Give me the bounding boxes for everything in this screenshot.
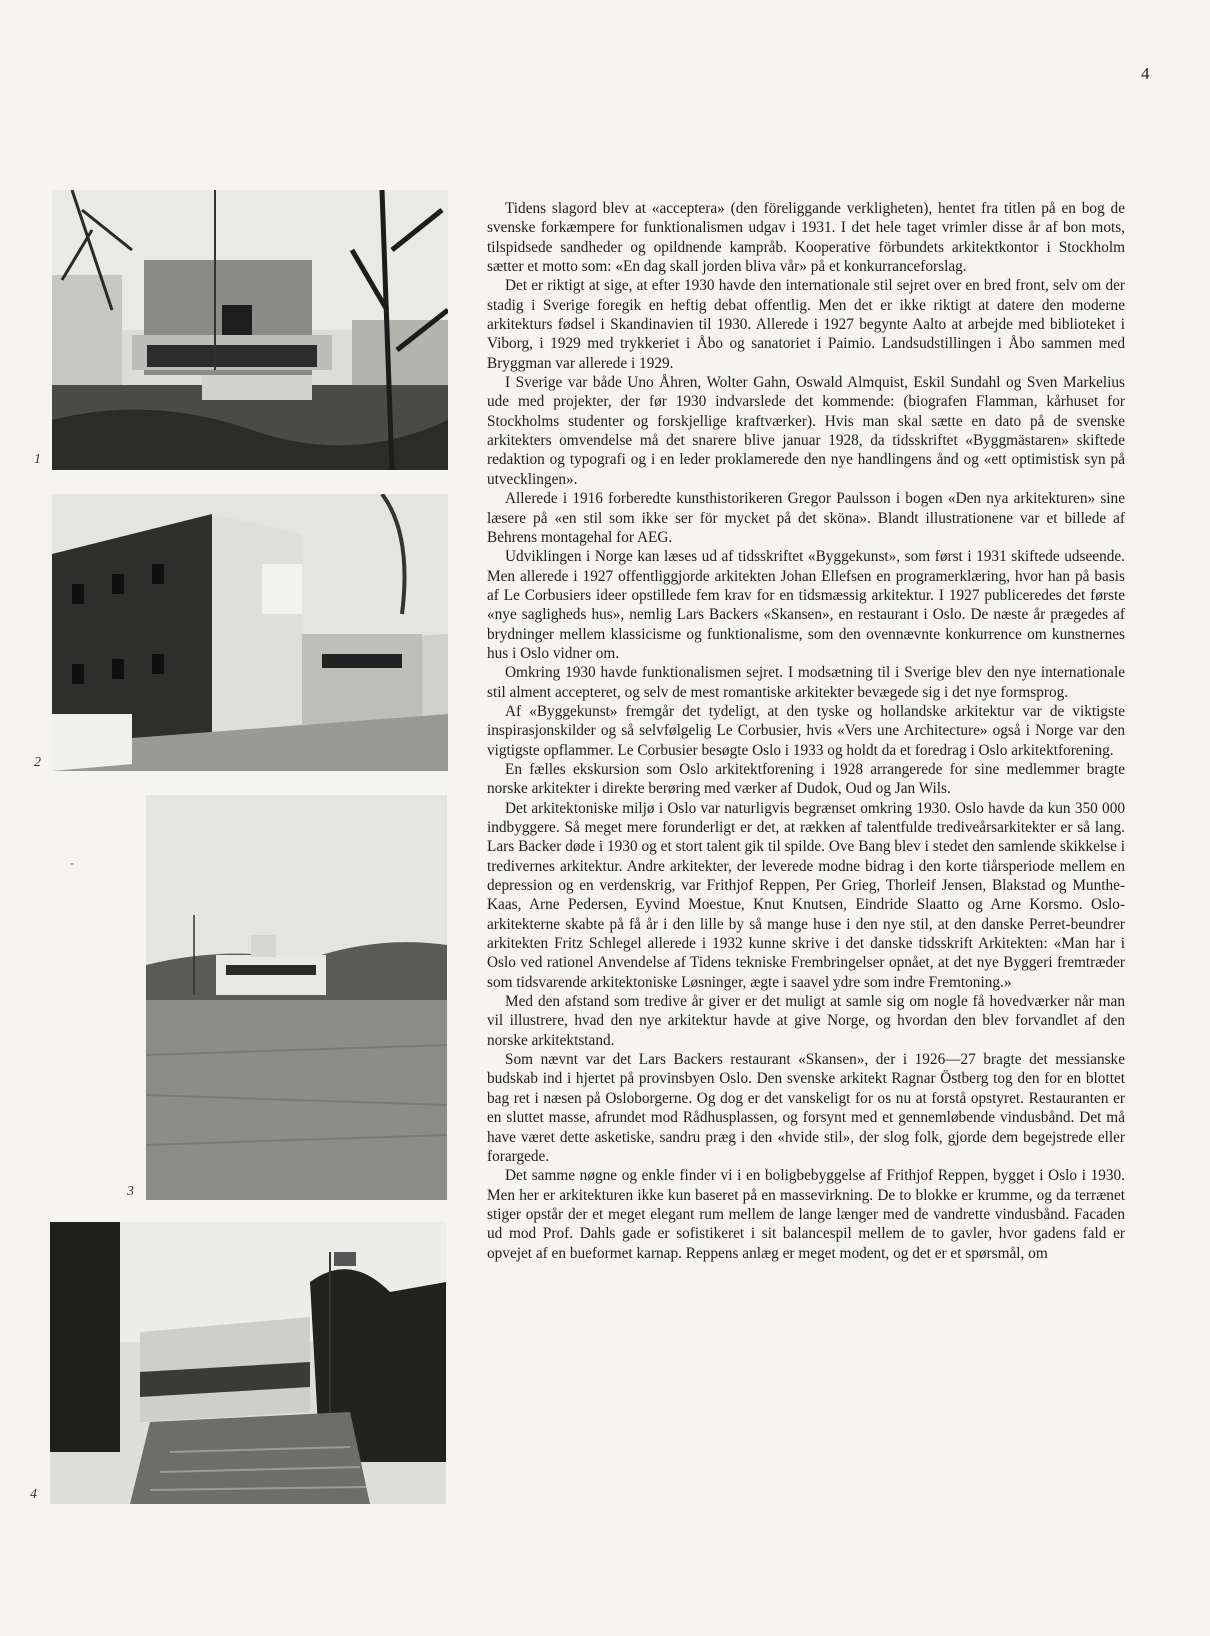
figure-1-photo	[52, 190, 448, 470]
paragraph: Af «Byggekunst» fremgår det tydeligt, at den tyske og hollandske arkitektur var de viktigste inspirasjonskilder og så selvfølgelig Le Corbusier, hvis «Vers une Architecture» også i Norge var den vigtigste opflammer. Le Corbusier besøgte Oslo i 1933 og holdt da et foredrag i Oslo arkitektforening.	[487, 702, 1125, 759]
article-text	[487, 199, 1125, 1263]
figure-3-photo	[146, 795, 447, 1200]
stray-mark: "	[70, 862, 75, 873]
figure-4-number: 4	[30, 1487, 37, 1502]
figure-3-number: 3	[127, 1184, 134, 1199]
paragraph: I Sverige var både Uno Åhren, Wolter Gahn, Oswald Almquist, Eskil Sundahl og Sven Markelius ude med projekter, der før 1930 indvarslede det kommende: (biografen Flamman, kårhuset for Stockholms studenter og forskjellige kraftværker). Hvis man skal sætte en dato på de svenske arkitekters omvendelse må det snarere blive januar 1928, da tidsskriftet «Byggmästaren» skiftede redaktion og typografi og i en leder proklamerede den nye handlingens ånd og «ett optimistisk syn på utvecklingen».	[487, 374, 1125, 488]
paragraph: Allerede i 1916 forberedte kunsthistorikeren Gregor Paulsson i bogen «Den nya arkitekturen» sine læsere på «en stil som ikke ser för mycket på det sköna». Blandt illustrationene var et billede af Behrens montagehal for AEG.	[487, 490, 1125, 546]
paragraph: Det arkitektoniske miljø i Oslo var naturligvis begrænset omkring 1930. Oslo havde da kun 350 000 indbyggere. Så meget mere forunderligt er det, at rækken af talentfulde trediveårsarkitekter er så lang. Lars Backer døde i 1930 og et stort talent gik til spilde. Ove Bang blev i stedet den samlende skikkelse i tredivernes arkitektur. Andre arkitekter, der leverede modne bidrag i den korte tiårsperiode mellem en depression og en verdenskrig, var Frithjof Reppen, Per Grieg, Thorleif Jensen, Blakstad og Munthe-Kaas, Arne Pedersen, Eyvind Moestue, Knut Knutsen, Eindride Slaatto og Arne Korsmo. Oslo-arkitekterne skabte på få år i den lille by så mange huse i den nye stil, at den danske Perret-beundrer arkitekten Fritz Schlegel allerede i 1932 kunne skrive i det danske tidsskrift Arkitekten: «Man har i Oslo ved rationel Anvendelse af Tidens tekniske Frembringelser opnået, at det nye Byggeri fremtræder som tidsvarende arkitektoniske Løsninger, ægte i saavel ydre som indre Fremtoning.»	[487, 799, 1125, 991]
paragraph: Det samme nøgne og enkle finder vi i en boligbebyggelse af Frithjof Reppen, bygget i Oslo i 1930. Men her er arkitekturen ikke kun baseret på en massevirkning. De to blokke er krumme, og da terrænet stiger opstår der et meget elegant rum mellem de lange længer med de vandrette vindusbånd. Facaden ud mod Prof. Dahls gade er sofistikeret i sit balancespil mellem de to gavler, hvor gadens fald er opvejet af en bueformet karnap. Reppens anlæg er meget modent, og det er et spørsmål, om	[487, 1167, 1125, 1262]
figure-2-number: 2	[34, 755, 41, 770]
figure-1-number: 1	[34, 452, 41, 467]
paragraph: Som nævnt var det Lars Backers restaurant «Skansen», der i 1926—27 bragte det messianske budskab ind i hjertet på provinsbyen Oslo. Den svenske arkitekt Ragnar Östberg tog den for en blottet bag ret i næsen på Osloborgerne. Og dog er det vanskeligt for os nu at forstå opstyret. Restauranten er en sluttet masse, afrundet mod Rådhusplassen, og forsynt med et gennemløbende vindusbånd. Det må have været dette asketiske, sandru præg i den «hvide stil», der slog folk, gjorde dem begejstrede eller forargede.	[487, 1051, 1125, 1165]
paragraph: Omkring 1930 havde funktionalismen sejret. I modsætning til i Sverige blev den nye internationale stil alment accepteret, og selv de mest romantiske arkitekter bevægede sig i det nye formsprog.	[487, 664, 1125, 701]
paragraph: En fælles ekskursion som Oslo arkitektforening i 1928 arrangerede for sine medlemmer bragte norske arkitekter i direkte berøring med værker af Dudok, Oud og Jan Wils.	[487, 760, 1125, 798]
paragraph: Med den afstand som tredive år giver er det muligt at samle sig om nogle få hovedværker når man vil illustrere, hvad den nye arkitektur havde at give Norge, og hvordan den blev forvandlet af den norske arkitektstand.	[487, 993, 1125, 1049]
page-number: 4	[1141, 64, 1150, 83]
paragraph: Udviklingen i Norge kan læses ud af tidsskriftet «Byggekunst», som først i 1931 skiftede udseende. Men allerede i 1927 offentliggjorde arkitekten Johan Ellefsen en programerklæring, hvor han på basis af Le Corbusiers ideer opstillede fem krav for en tidsmæssig arkitektur. I 1927 publiceredes det første «nye sagligheds hus», nemlig Lars Backers «Skansen», en restaurant i Oslo. De næste år prægedes af brydninger mellem klassicisme og funktionalisme, som den ovennævnte konkurrence om kunstnernes hus i Oslo vidner om.	[487, 548, 1125, 662]
paragraph: Det er riktigt at sige, at efter 1930 havde den internationale stil sejret over en bred front, selv om der stadig i Sverige foregik en heftig debat offentlig. Men det er ikke riktigt at datere den moderne arkitekturs fødsel i Skandinavien til 1930. Allerede i 1927 begynte Aalto at arbejde med biblioteket i Viborg, i 1929 med trykkeriet i Åbo og sanatoriet i Paimio. Landsudstillingen i Åbo sammen med Bryggman var allerede i 1929.	[487, 277, 1125, 372]
figure-2-photo	[52, 494, 448, 771]
figure-4-photo	[50, 1222, 446, 1504]
paragraph: Tidens slagord blev at «acceptera» (den föreliggande verkligheten), hentet fra titlen på en bog de svenske forkæmpere for funktionalismen udgav i 1931. I det hele taget vrimler disse år af bon mots, tilspidsede sandheder og opildnende kampråb. Kooperative förbundets arkitektkontor i Stockholm sætter et motto som: «En dag skall jorden bliva vår» på et konkurranceforslag.	[487, 200, 1125, 276]
